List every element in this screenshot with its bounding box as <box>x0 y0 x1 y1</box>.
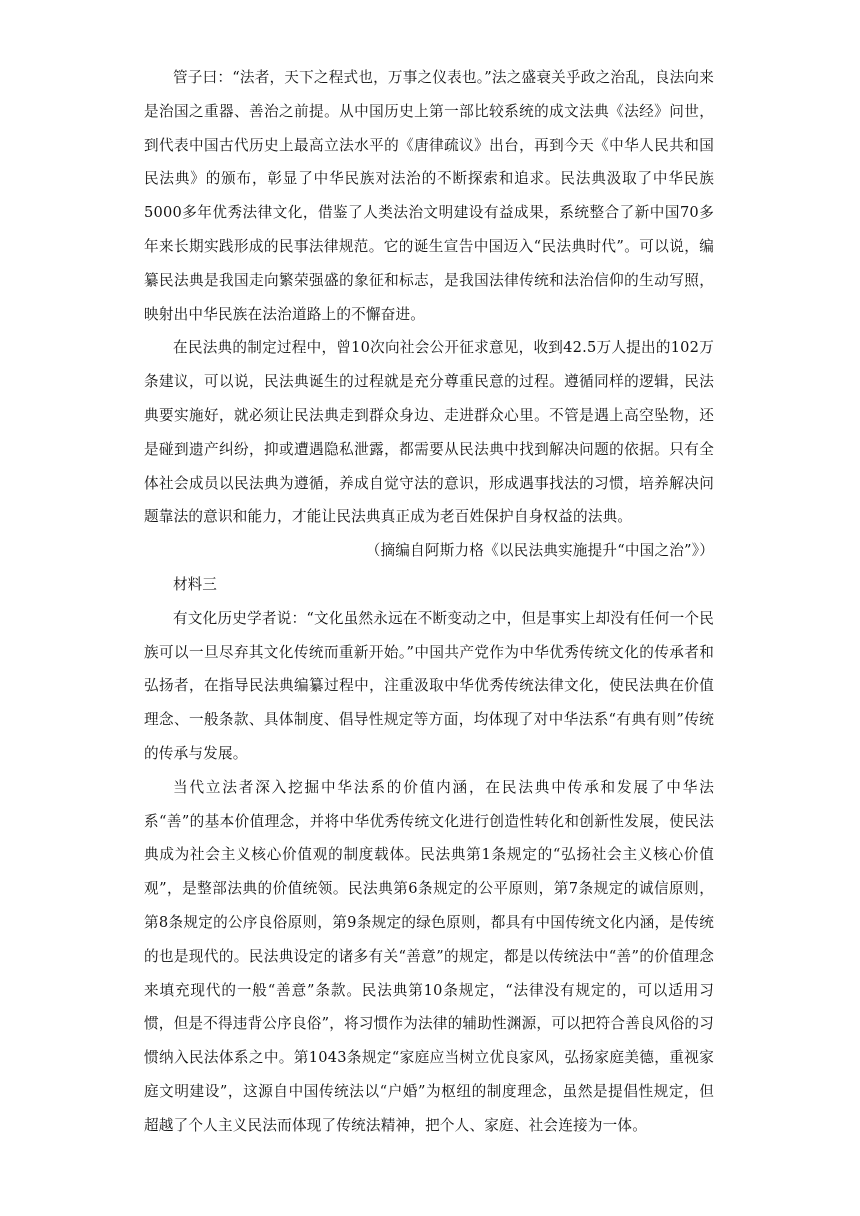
paragraph-guanzi: 管子曰：“法者，天下之程式也，万事之仪表也。”法之盛衰关乎政之治乱，良法向来是治国之重器、善治之前提。从中国历史上第一部比较系统的成文法典《法经》问世，到代表中国古代历史上最高立法水平的《唐律疏议》出台，再到今天《中华人民共和国民法典》的颁布，彰显了中华民族对法治的不断探索和追求。民法典汲取了中华民族5000多年优秀法律文化，借鉴了人类法治文明建设有益成果，系统整合了新中国70多年来长期实践形成的民事法律规范。它的诞生宣告中国迈入“民法典时代”。可以说，编纂民法典是我国走向繁荣强盛的象征和标志，是我国法律传统和法治信仰的生动写照，映射出中华民族在法治道路上的不懈奋进。 <box>144 69 714 323</box>
source-note: （摘编自阿斯力格《以民法典实施提升“中国之治”》） <box>365 542 714 560</box>
section-heading: 材料三 <box>173 575 217 593</box>
paragraph-civil-code-drafting: 在民法典的制定过程中，曾10次向社会公开征求意见，收到42.5万人提出的102万条建议，可以说，民法典诞生的过程就是充分尊重民意的过程。遵循同样的逻辑，民法典要实施好，就必须让民法典走到群众身边、走进群众心里。不管是遇上高空坠物，还是碰到遗产纠纷，抑或遭遇隐私泄露，都需要从民法典中找到解决问题的依据。只有全体社会成员以民法典为遵循，养成自觉守法的意识，形成遇事找法的习惯，培养解决问题靠法的意识和能力，才能让民法典真正成为老百姓保护自身权益的法典。 <box>144 339 714 526</box>
paragraph-cultural-historian: 有文化历史学者说：“文化虽然永远在不断变动之中，但是事实上却没有任何一个民族可以一旦尽弃其文化传统而重新开始。”中国共产党作为中华优秀传统文化的传承者和弘扬者，在指导民法典编纂过程中，注重汲取中华优秀传统法律文化，使民法典在价值理念、一般条款、具体制度、倡导性规定等方面，均体现了对中华法系“有典有则”传统的传承与发展。 <box>144 609 714 762</box>
paragraph-legislators: 当代立法者深入挖掘中华法系的价值内涵，在民法典中传承和发展了中华法系“善”的基本价值理念，并将中华优秀传统文化进行创造性转化和创新性发展，使民法典成为社会主义核心价值观的制度载体。民法典第1条规定的“弘扬社会主义核心价值观”，是整部法典的价值统领。民法典第6条规定的公平原则，第7条规定的诚信原则，第8条规定的公序良俗原则，第9条规定的绿色原则，都具有中国传统文化内涵，是传统的也是现代的。民法典设定的诸多有关“善意”的规定，都是以传统法中“善”的价值理念来填充现代的一般“善意”条款。民法典第10条规定，“法律没有规定的，可以适用习惯，但是不得违背公序良俗”，将习惯作为法律的辅助性渊源，可以把符合善良风俗的习惯纳入民法体系之中。第1043条规定“家庭应当树立优良家风，弘扬家庭美德，重视家庭文明建设”，这源自中国传统法以“户婚”为枢纽的制度理念，虽然是提倡性规定，但超越了个人主义民法而体现了传统法精神，把个人、家庭、社会连接为一体。 <box>144 778 714 1134</box>
document-body <box>144 61 714 1143</box>
